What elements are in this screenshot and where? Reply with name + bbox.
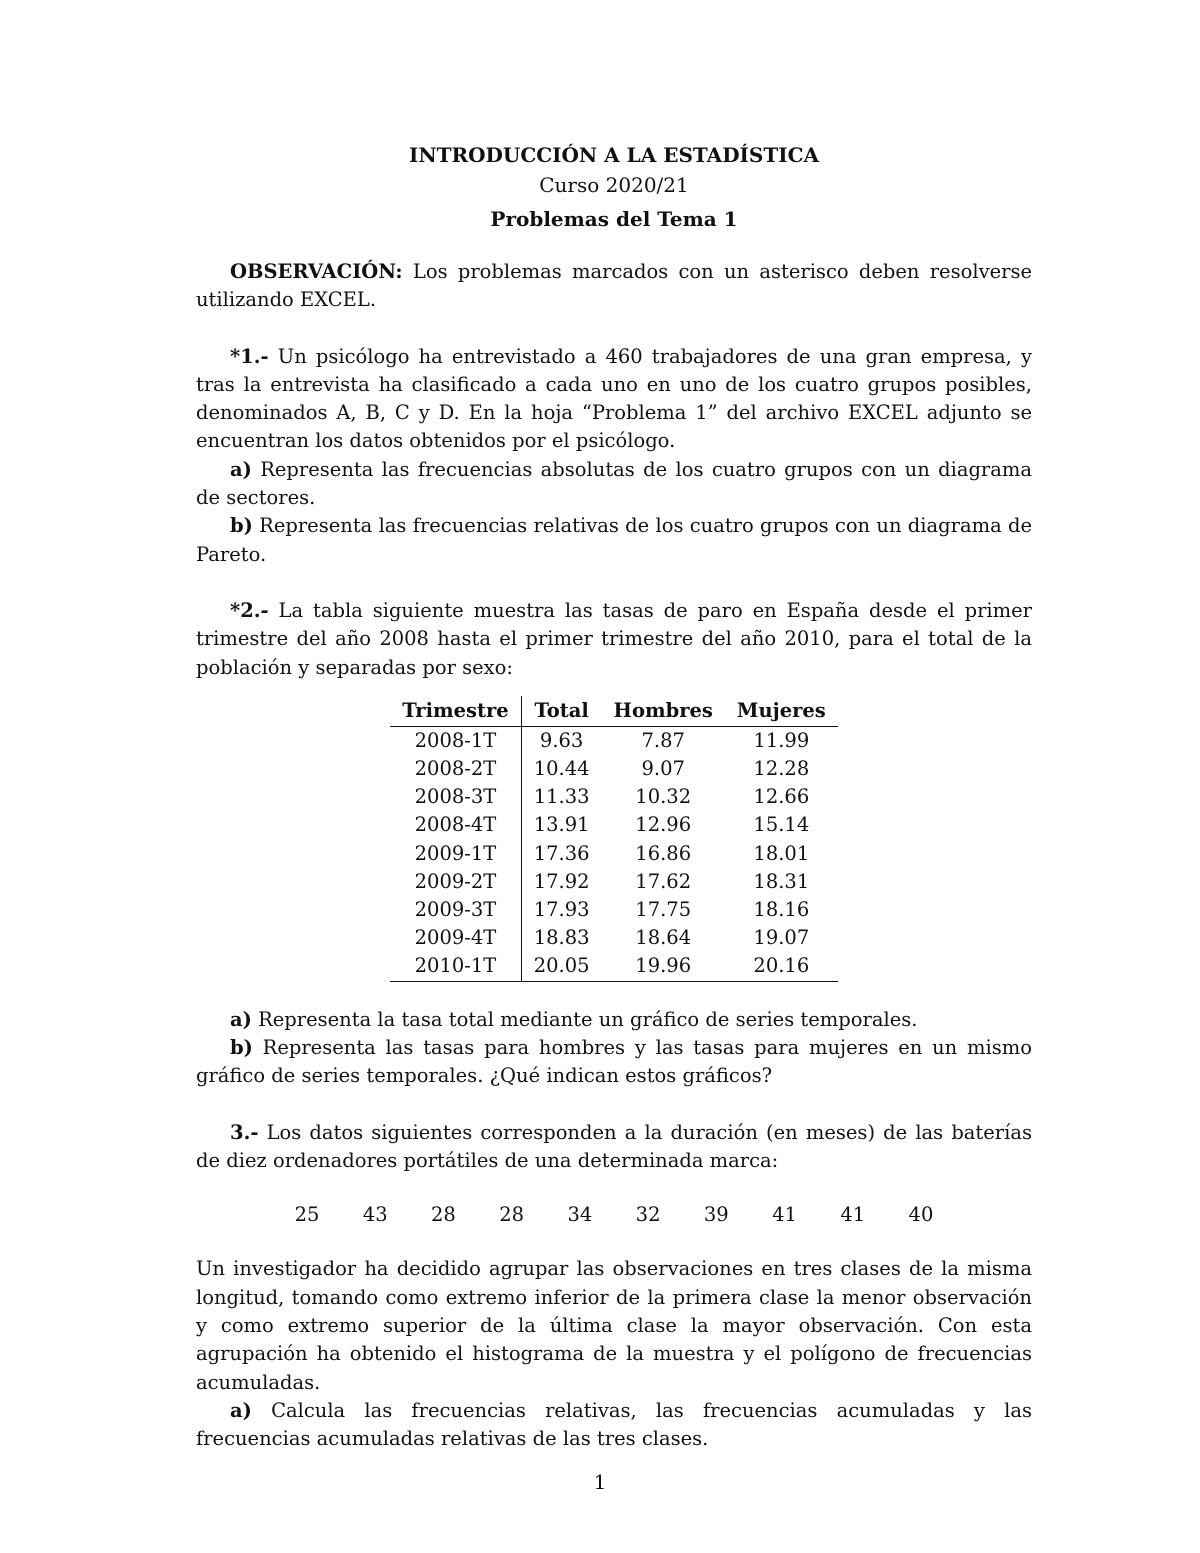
table-body [390,726,838,981]
problem2-number: *2.- [230,598,269,622]
table-cell: 20.16 [725,952,838,981]
table-cell: 18.64 [635,926,692,950]
table-cell: 10.44 [533,757,590,781]
data-value: 32 [635,1203,661,1227]
table-cell: 13.91 [533,813,590,837]
table-cell: 7.87 [641,728,685,752]
observation-label: OBSERVACIÓN: [230,260,403,283]
table-cell: 10.32 [635,785,692,809]
table-row [390,952,838,981]
observation-paragraph [196,258,1032,315]
problem1-a-label: a) [230,457,252,481]
table-row [390,840,838,868]
table-cell: 9.07 [641,757,685,781]
data-value: 39 [703,1203,729,1227]
table-cell: 2009-2T [390,868,521,896]
table-header-row [390,696,838,727]
table-cell: 11.99 [753,728,810,752]
course-label: Curso 2020/21 [539,173,689,197]
table-cell: 2010-1T [390,952,521,981]
page-number: 1 [593,1470,607,1494]
table-cell: 17.92 [533,869,590,893]
problem2-statement [196,597,1032,682]
table-header: Mujeres [725,696,838,727]
problem3-paragraph: Un investigador ha decidido agrupar las observaciones en tres clases de la misma longitud, tomando como extremo inferior de la primera clase la menor observación y como extremo superior de la última clase la mayor observación. Con esta agrupación ha obtenido el histograma de la muestra y el polígono de frecuencias acumuladas. [196,1257,1032,1394]
table-cell: 2008-2T [390,755,521,783]
table-cell: 18.01 [753,841,810,865]
table-cell: 17.93 [533,898,590,922]
problem1-statement [196,343,1032,456]
problem3-part-a [196,1397,1032,1454]
table-cell: 17.75 [635,898,692,922]
problem2-b-text: Representa las tasas para hombres y las tasas para mujeres en un mismo gráfico de series temporales. ¿Qué indican estos gráficos? [196,1035,1032,1088]
problem1-a-text: Representa las frecuencias absolutas de los cuatro grupos con un diagrama de sectores. [196,457,1032,510]
table-cell: 2008-3T [390,783,521,811]
unemployment-table [390,696,838,982]
table-row [390,755,838,783]
problem2-b-label: b) [230,1035,253,1059]
table-cell: 2009-4T [390,924,521,952]
table-cell: 15.14 [753,813,810,837]
problems-title: Problemas del Tema 1 [490,207,738,231]
problem1-text: Un psicólogo ha entrevistado a 460 trabajadores de una gran empresa, y tras la entrevista ha clasificado a cada uno en uno de los cuatro grupos posibles, denominados A, B, C y D. En la hoja “Problema 1” del archivo EXCEL adjunto se encuentran los datos obtenidos por el psicólogo. [196,344,1032,453]
table-cell: 16.86 [635,841,692,865]
data-value: 34 [567,1203,593,1227]
table-header: Hombres [602,696,725,727]
table-row [390,726,838,755]
problem1-part-a [196,456,1032,513]
table-row [390,924,838,952]
problem3-statement [196,1119,1032,1176]
document-page [196,140,1032,1454]
data-value: 25 [294,1203,320,1227]
table-cell: 11.33 [533,785,590,809]
table-cell: 18.16 [753,898,810,922]
data-value: 43 [362,1203,388,1227]
data-value: 41 [772,1203,797,1227]
table-cell: 2008-4T [390,811,521,839]
problem2-a-text: Representa la tasa total mediante un gráfico de series temporales. [251,1007,918,1031]
problem2-part-a [196,1006,1032,1034]
table-cell: 17.36 [533,841,590,865]
table-cell: 2009-1T [390,840,521,868]
problem2-a-label: a) [230,1007,252,1031]
table-cell: 2009-3T [390,896,521,924]
table-cell: 19.96 [602,952,725,981]
table-row [390,896,838,924]
table-cell: 17.62 [635,869,692,893]
problem1-part-b [196,512,1032,569]
problem3-a-label: a) [230,1398,252,1422]
table-cell: 20.05 [521,952,601,981]
battery-data-values [287,1201,941,1229]
problem2-text: La tabla siguiente muestra las tasas de paro en España desde el primer trimestre del año 2008 hasta el primer trimestre del año 2010, para el total de la población y separadas por sexo: [196,598,1032,679]
data-value: 28 [431,1203,456,1227]
observation-text: Los problemas marcados con un asterisco deben resolverse utilizando EXCEL. [196,260,1032,312]
table-row [390,811,838,839]
problem1-b-label: b) [230,514,253,538]
table-cell: 9.63 [539,728,584,752]
problem1-b-text: Representa las frecuencias relativas de los cuatro grupos con un diagrama de Pareto. [196,514,1032,566]
data-value: 41 [840,1203,866,1227]
problem2-part-b [196,1034,1032,1091]
table-header: Trimestre [390,696,521,727]
table-cell: 18.31 [753,869,810,893]
table-row [390,783,838,811]
problem3-a-text: Calcula las frecuencias relativas, las frecuencias acumuladas y las frecuencias acumuladas relativas de las tres clases. [196,1398,1032,1451]
table-cell: 2008-1T [390,726,521,755]
table-cell: 19.07 [753,926,810,950]
data-value: 28 [499,1203,525,1227]
data-value: 40 [908,1203,934,1227]
table-cell: 18.83 [533,926,590,950]
table-row [390,868,838,896]
problem3-text: Los datos siguientes corresponden a la duración (en meses) de las baterías de diez ordenadores portátiles de una determinada marca: [196,1120,1032,1172]
table-header: Total [521,696,601,727]
problem1-number: *1.- [230,344,269,368]
table-cell: 12.96 [635,813,692,837]
table-cell: 12.28 [753,757,810,781]
table-cell: 12.66 [753,785,810,809]
document-title: INTRODUCCIÓN A LA ESTADÍSTICA [408,143,820,167]
problem3-number: 3.- [230,1120,259,1144]
